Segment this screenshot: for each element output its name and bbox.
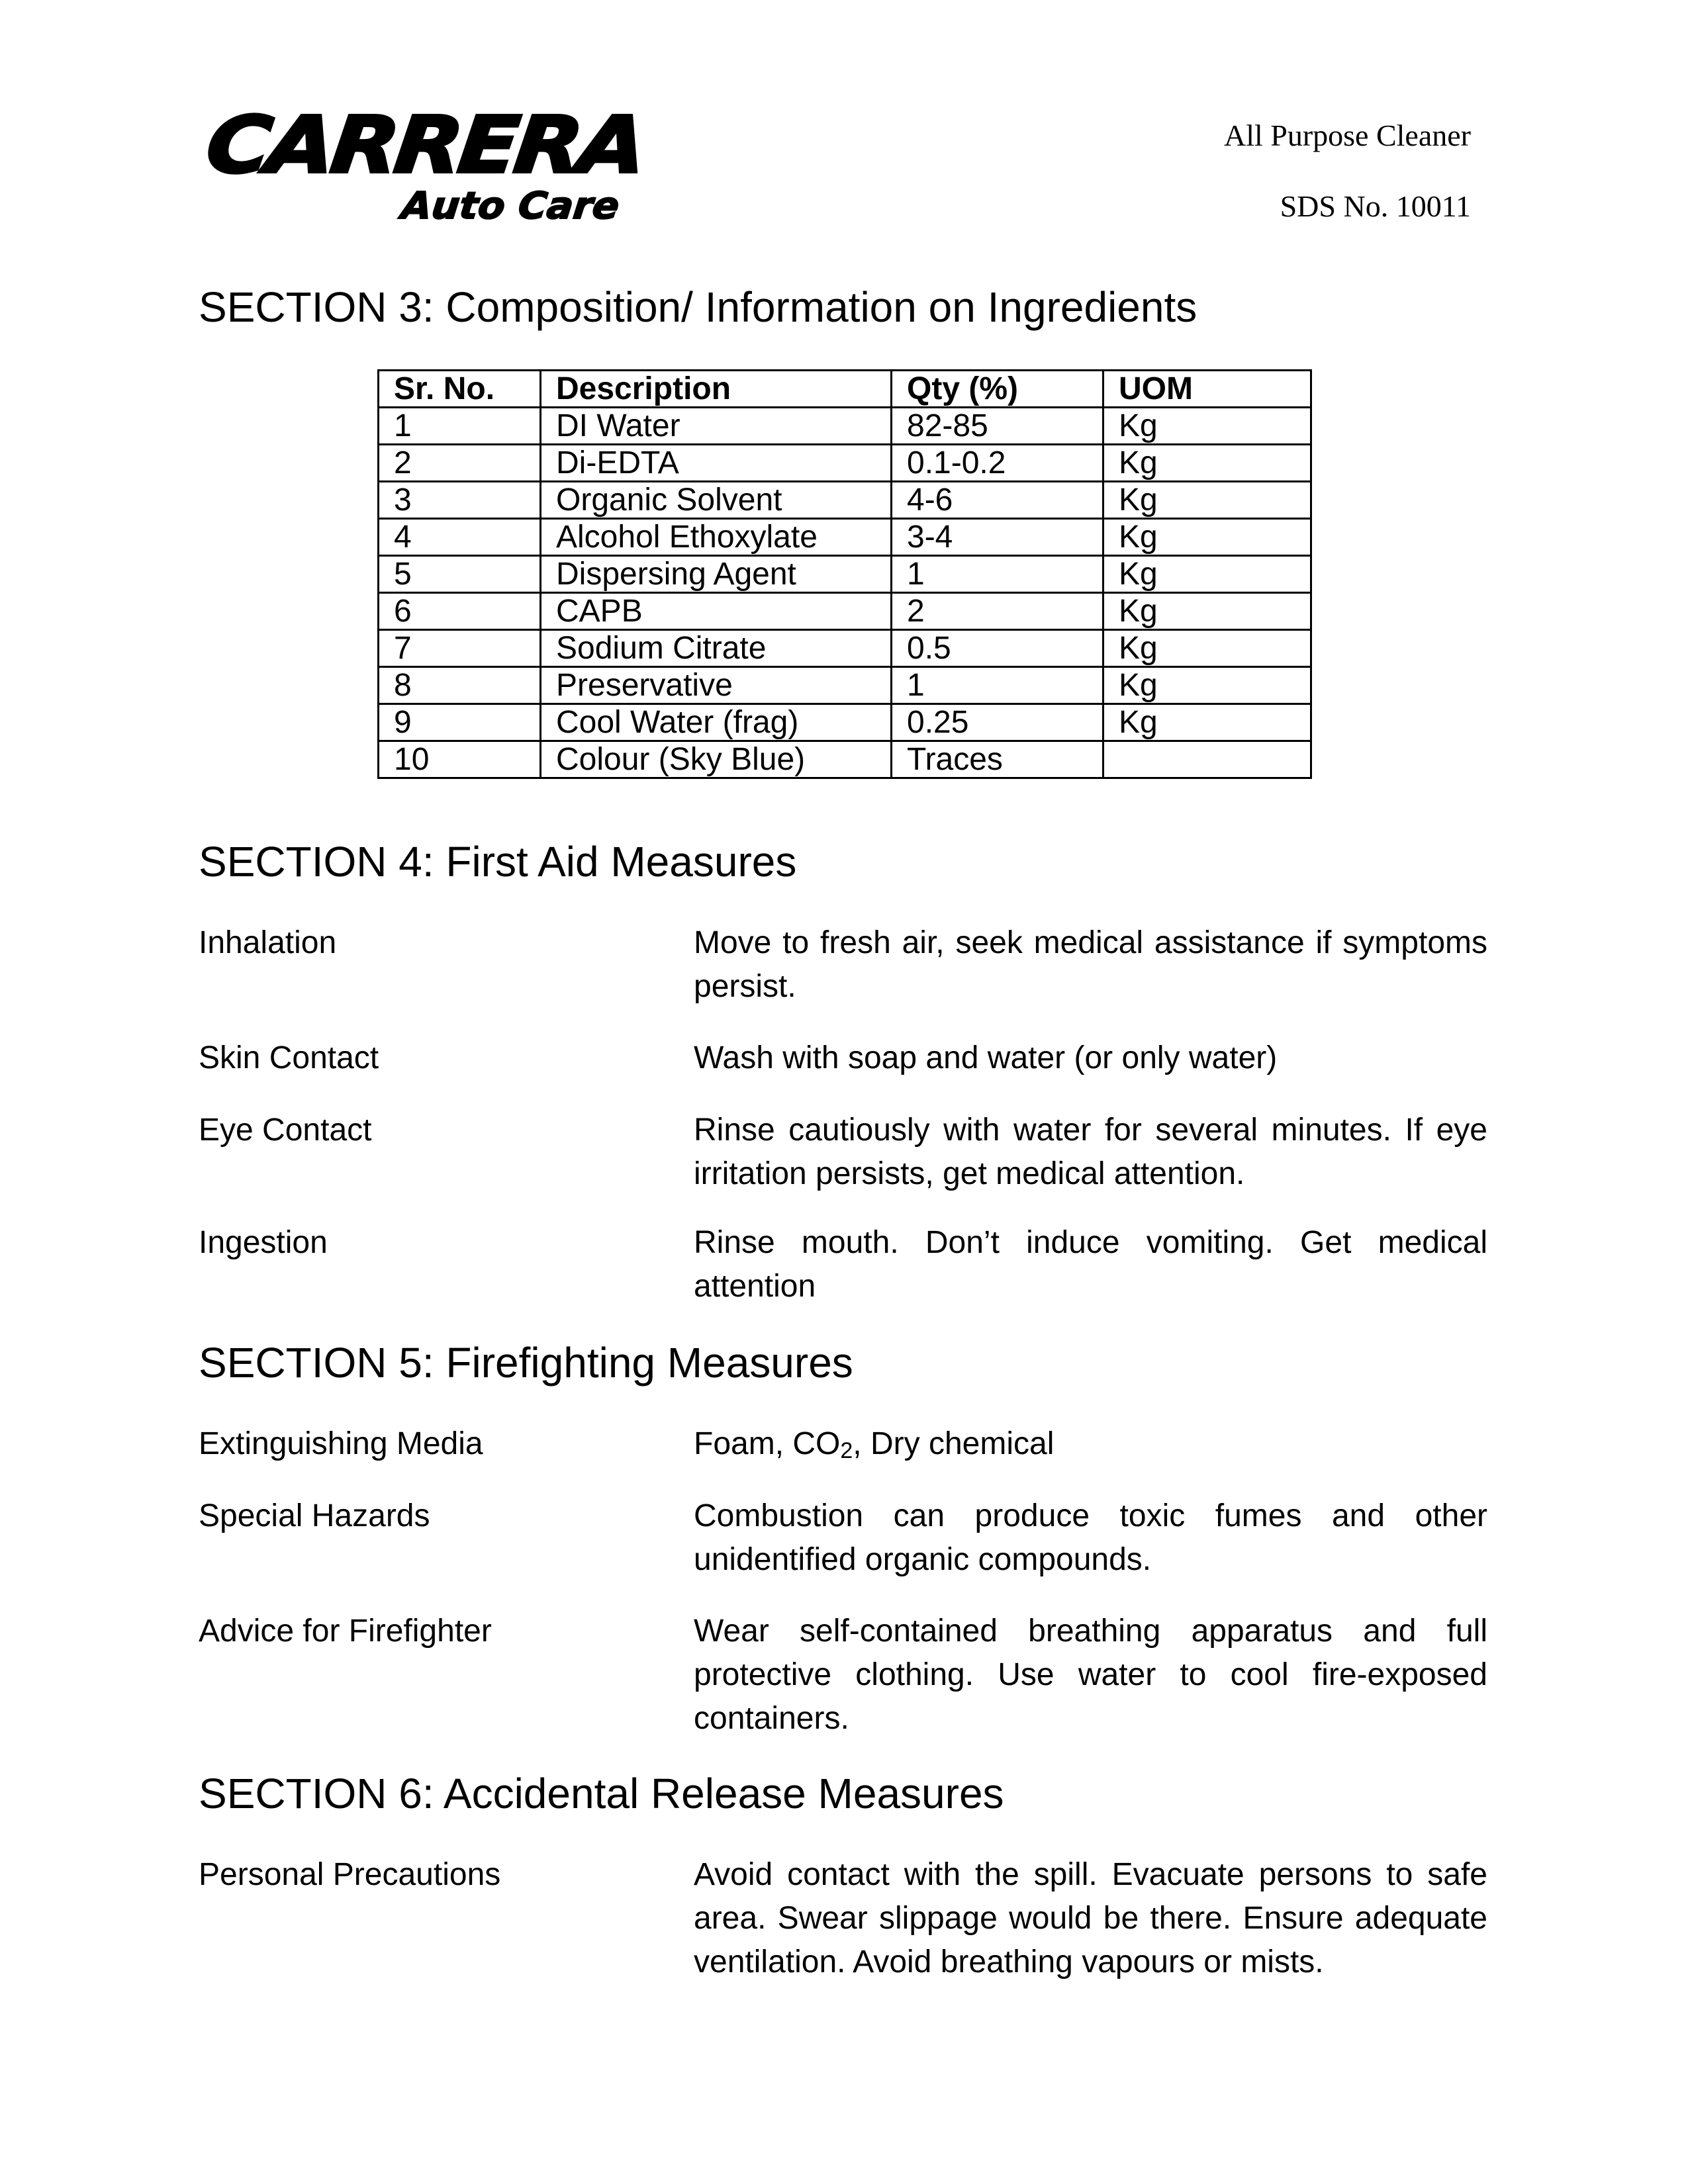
section-6-title: SECTION 6: Accidental Release Measures <box>199 1770 1004 1817</box>
cell-sr-no: 3 <box>379 482 541 519</box>
cell-description: Alcohol Ethoxylate <box>541 519 892 556</box>
row-value: Move to fresh air, seek medical assistance if symptoms persist. <box>694 925 1487 1004</box>
cell-uom <box>1103 741 1311 778</box>
cell-qty: Traces <box>892 741 1103 778</box>
cell-qty: 0.1-0.2 <box>892 445 1103 482</box>
column-header-description: Description <box>541 371 892 408</box>
row-value: Wash with soap and water (or only water) <box>694 1040 1278 1075</box>
table-row <box>379 704 1311 741</box>
cell-qty: 1 <box>892 556 1103 593</box>
table-row <box>379 593 1311 630</box>
company-logo <box>201 99 649 245</box>
cell-qty: 0.25 <box>892 704 1103 741</box>
cell-description: Colour (Sky Blue) <box>541 741 892 778</box>
cell-sr-no: 10 <box>379 741 541 778</box>
table-row <box>379 556 1311 593</box>
cell-sr-no: 2 <box>379 445 541 482</box>
section-4-title: SECTION 4: First Aid Measures <box>199 838 797 886</box>
composition-table <box>377 369 1312 779</box>
table-row <box>379 519 1311 556</box>
row-value: Rinse mouth. Don’t induce vomiting. Get medical attention <box>694 1225 1487 1304</box>
table-header-row <box>379 371 1311 408</box>
section-5-title: SECTION 5: Firefighting Measures <box>199 1339 853 1387</box>
cell-uom: Kg <box>1103 556 1311 593</box>
cell-description: Sodium Citrate <box>541 630 892 667</box>
row-label: Extinguishing Media <box>199 1426 483 1461</box>
section-3-title: SECTION 3: Composition/ Information on Ingredients <box>199 283 1197 331</box>
product-name: All Purpose Cleaner <box>1223 118 1471 152</box>
table-row <box>379 482 1311 519</box>
table-row <box>379 667 1311 704</box>
cell-sr-no: 4 <box>379 519 541 556</box>
cell-description: Di-EDTA <box>541 445 892 482</box>
cell-description: Cool Water (frag) <box>541 704 892 741</box>
row-label: Personal Precautions <box>199 1857 501 1892</box>
cell-sr-no: 5 <box>379 556 541 593</box>
cell-qty: 0.5 <box>892 630 1103 667</box>
media-text-post: , Dry chemical <box>853 1426 1055 1461</box>
cell-sr-no: 9 <box>379 704 541 741</box>
cell-uom: Kg <box>1103 704 1311 741</box>
table-row <box>379 630 1311 667</box>
cell-sr-no: 6 <box>379 593 541 630</box>
row-label: Ingestion <box>199 1225 328 1260</box>
column-header-qty: Qty (%) <box>892 371 1103 408</box>
cell-qty: 2 <box>892 593 1103 630</box>
row-label: Advice for Firefighter <box>199 1614 492 1649</box>
cell-uom: Kg <box>1103 630 1311 667</box>
column-header-uom: UOM <box>1103 371 1311 408</box>
logo-subtitle: Auto Care <box>399 185 622 228</box>
row-label: Eye Contact <box>199 1113 372 1148</box>
row-value: Rinse cautiously with water for several minutes. If eye irritation persists, get medical attention. <box>694 1113 1487 1191</box>
table-row <box>379 445 1311 482</box>
cell-qty: 4-6 <box>892 482 1103 519</box>
cell-description: Dispersing Agent <box>541 556 892 593</box>
logo-wordmark: CARRERA <box>201 99 649 191</box>
row-value <box>694 1422 1487 1473</box>
cell-sr-no: 1 <box>379 408 541 445</box>
media-text-pre: Foam, CO <box>694 1426 841 1461</box>
cell-uom: Kg <box>1103 593 1311 630</box>
table-row <box>379 741 1311 778</box>
cell-uom: Kg <box>1103 482 1311 519</box>
sds-number: SDS No. 10011 <box>1280 189 1471 223</box>
cell-qty: 1 <box>892 667 1103 704</box>
row-label: Special Hazards <box>199 1498 430 1533</box>
cell-description: DI Water <box>541 408 892 445</box>
table-row <box>379 408 1311 445</box>
cell-uom: Kg <box>1103 667 1311 704</box>
column-header-sr-no: Sr. No. <box>379 371 541 408</box>
row-value: Avoid contact with the spill. Evacuate persons to safe area. Swear slippage would be there. Ensure adequate ventilation. Avoid breathing vapours or mists. <box>694 1857 1487 1979</box>
co2-subscript: 2 <box>840 1438 853 1463</box>
cell-description: CAPB <box>541 593 892 630</box>
cell-uom: Kg <box>1103 519 1311 556</box>
cell-uom: Kg <box>1103 445 1311 482</box>
cell-description: Organic Solvent <box>541 482 892 519</box>
cell-uom: Kg <box>1103 408 1311 445</box>
row-value: Wear self-contained breathing apparatus and full protective clothing. Use water to cool fire-exposed containers. <box>694 1614 1487 1736</box>
row-label: Skin Contact <box>199 1040 379 1075</box>
cell-sr-no: 7 <box>379 630 541 667</box>
cell-qty: 82-85 <box>892 408 1103 445</box>
cell-sr-no: 8 <box>379 667 541 704</box>
row-value: Combustion can produce toxic fumes and other unidentified organic compounds. <box>694 1498 1487 1577</box>
cell-description: Preservative <box>541 667 892 704</box>
cell-qty: 3-4 <box>892 519 1103 556</box>
row-label: Inhalation <box>199 925 337 960</box>
